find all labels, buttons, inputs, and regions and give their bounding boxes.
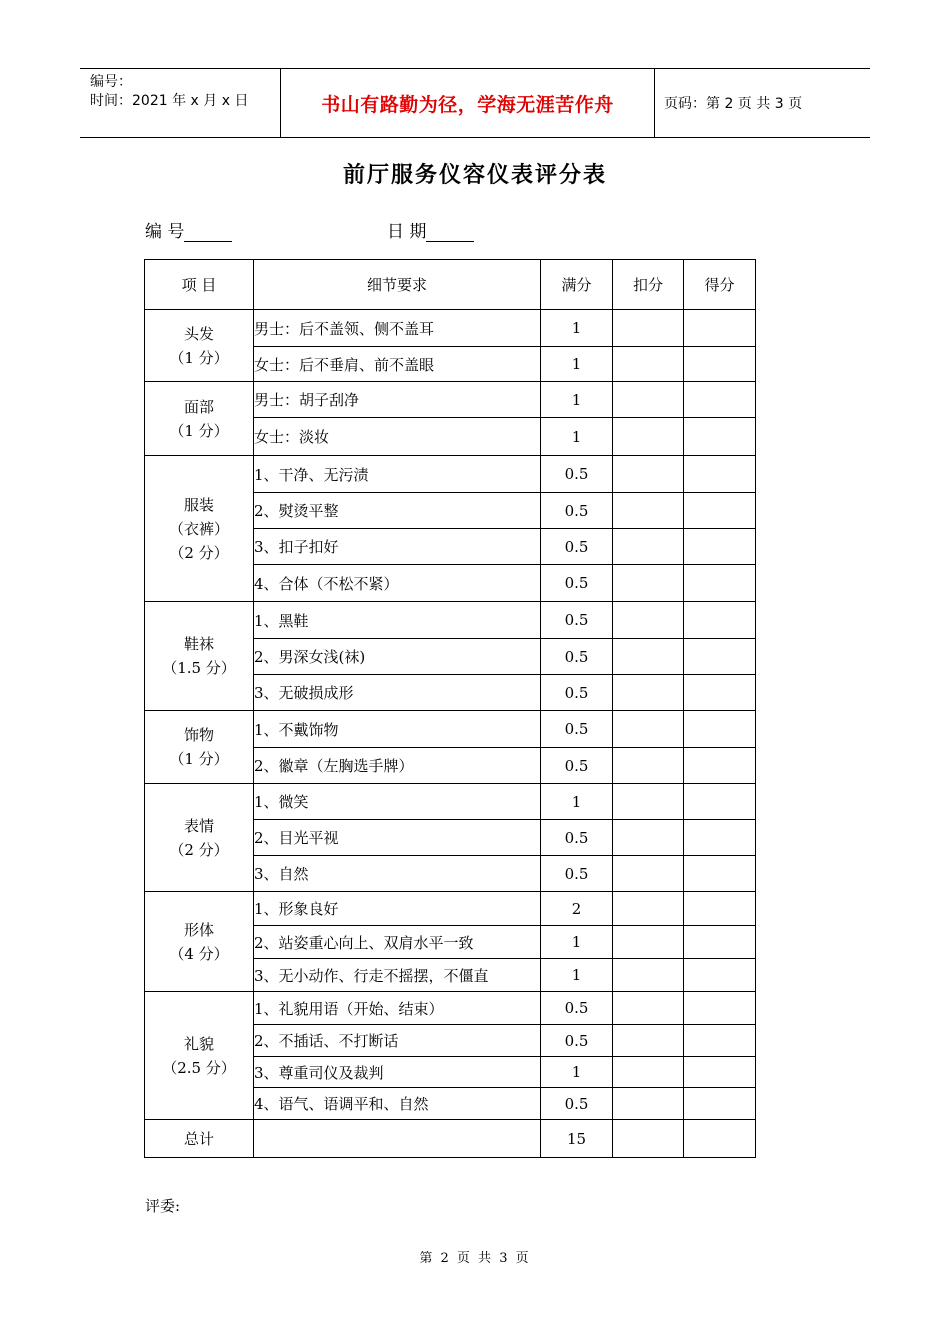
requirement-cell: 2、熨烫平整 — [254, 493, 541, 529]
full-score-cell: 2 — [541, 892, 613, 926]
deduction-cell[interactable] — [613, 856, 684, 892]
full-score-cell: 0.5 — [541, 1088, 613, 1120]
score-cell[interactable] — [684, 347, 756, 382]
score-cell[interactable] — [684, 992, 756, 1025]
category-name: 面部 — [183, 397, 214, 416]
deduction-cell[interactable] — [613, 347, 684, 382]
deduction-cell[interactable] — [613, 926, 684, 959]
deduction-cell[interactable] — [613, 1088, 684, 1120]
page-number: 第 2 页 共 3 页 — [419, 1251, 531, 1266]
deduction-cell[interactable] — [613, 748, 684, 784]
category-name: 头发 — [183, 324, 214, 343]
category-cell — [145, 784, 254, 892]
table-row — [145, 602, 756, 639]
deduction-cell[interactable] — [613, 959, 684, 992]
requirement-cell: 3、自然 — [254, 856, 541, 892]
requirement-cell: 男士：胡子刮净 — [254, 382, 541, 418]
score-cell[interactable] — [684, 493, 756, 529]
category-cell — [145, 992, 254, 1120]
total-deduction-cell[interactable] — [613, 1120, 684, 1158]
requirement-cell: 1、不戴饰物 — [254, 711, 541, 748]
total-label: 总计 — [145, 1120, 254, 1158]
header-requirement: 细节要求 — [254, 260, 541, 310]
deduction-cell[interactable] — [613, 892, 684, 926]
category-name: 鞋袜 — [183, 635, 214, 653]
full-score-cell: 0.5 — [541, 456, 613, 493]
deduction-cell[interactable] — [613, 711, 684, 748]
table-row — [145, 992, 756, 1025]
total-row — [145, 1120, 756, 1158]
deduction-cell[interactable] — [613, 602, 684, 639]
score-cell[interactable] — [684, 892, 756, 926]
full-score-cell: 0.5 — [541, 565, 613, 602]
number-label: 编 号 — [145, 222, 185, 242]
score-cell[interactable] — [684, 959, 756, 992]
deduction-cell[interactable] — [613, 310, 684, 347]
requirement-cell: 1、黑鞋 — [254, 602, 541, 639]
full-score-cell: 1 — [541, 1057, 613, 1088]
score-cell[interactable] — [684, 565, 756, 602]
full-score-cell: 0.5 — [541, 639, 613, 675]
category-subtitle: （衣裤） — [168, 519, 229, 538]
date-label: 日 期 — [387, 222, 427, 242]
header-deduction: 扣分 — [613, 260, 684, 310]
header-item: 项 目 — [145, 260, 254, 310]
requirement-cell: 2、目光平视 — [254, 820, 541, 856]
full-score-cell: 1 — [541, 418, 613, 456]
category-cell — [145, 310, 254, 382]
table-row — [145, 711, 756, 748]
requirement-cell: 3、扣子扣好 — [254, 529, 541, 565]
score-cell[interactable] — [684, 1025, 756, 1057]
score-cell[interactable] — [684, 602, 756, 639]
requirement-cell: 1、微笑 — [254, 784, 541, 820]
header-info — [80, 69, 281, 137]
score-cell[interactable] — [684, 418, 756, 456]
score-cell[interactable] — [684, 748, 756, 784]
judge-label: 评委: — [145, 1197, 181, 1215]
deduction-cell[interactable] — [613, 784, 684, 820]
score-cell[interactable] — [684, 675, 756, 711]
full-score-cell: 1 — [541, 784, 613, 820]
full-score-cell: 1 — [541, 959, 613, 992]
full-score-cell: 1 — [541, 926, 613, 959]
requirement-cell: 4、合体（不松不紧） — [254, 565, 541, 602]
requirement-cell: 3、无小动作、行走不摇摆，不僵直 — [254, 959, 541, 992]
score-cell[interactable] — [684, 382, 756, 418]
full-score-cell: 0.5 — [541, 493, 613, 529]
full-score-cell: 0.5 — [541, 1025, 613, 1057]
requirement-cell: 3、尊重司仪及裁判 — [254, 1057, 541, 1088]
category-subtitle: （2 分） — [169, 543, 229, 562]
score-cell[interactable] — [684, 1088, 756, 1120]
score-cell[interactable] — [684, 784, 756, 820]
score-cell[interactable] — [684, 856, 756, 892]
category-cell — [145, 382, 254, 456]
category-subtitle: （2.5 分） — [162, 1058, 236, 1077]
header-page-label: 页码：第 2 页 共 3 页 — [664, 96, 803, 112]
deduction-cell[interactable] — [613, 529, 684, 565]
full-score-cell: 0.5 — [541, 992, 613, 1025]
deduction-cell[interactable] — [613, 418, 684, 456]
requirement-cell: 1、形象良好 — [254, 892, 541, 926]
requirement-cell: 3、无破损成形 — [254, 675, 541, 711]
deduction-cell[interactable] — [613, 1025, 684, 1057]
score-cell[interactable] — [684, 711, 756, 748]
category-name: 礼貌 — [183, 1034, 214, 1053]
date-field — [387, 217, 474, 242]
score-cell[interactable] — [684, 926, 756, 959]
full-score-cell: 1 — [541, 310, 613, 347]
full-score-cell: 0.5 — [541, 602, 613, 639]
total-score: 15 — [541, 1120, 613, 1158]
requirement-cell: 女士：淡妆 — [254, 418, 541, 456]
score-cell[interactable] — [684, 310, 756, 347]
full-score-cell: 0.5 — [541, 748, 613, 784]
table-row — [145, 456, 756, 493]
table-row — [145, 382, 756, 418]
deduction-cell[interactable] — [613, 1057, 684, 1088]
requirement-cell: 2、不插话、不打断话 — [254, 1025, 541, 1057]
category-cell — [145, 892, 254, 992]
full-score-cell: 1 — [541, 382, 613, 418]
deduction-cell[interactable] — [613, 639, 684, 675]
category-cell — [145, 602, 254, 711]
category-cell — [145, 711, 254, 784]
full-score-cell: 0.5 — [541, 820, 613, 856]
deduction-cell[interactable] — [613, 992, 684, 1025]
category-name: 表情 — [183, 816, 214, 835]
requirement-cell: 男士：后不盖领、侧不盖耳 — [254, 310, 541, 347]
deduction-cell[interactable] — [613, 382, 684, 418]
requirement-cell: 2、站姿重心向上、双肩水平一致 — [254, 926, 541, 959]
score-cell[interactable] — [684, 820, 756, 856]
category-subtitle: （1 分） — [169, 421, 229, 440]
category-subtitle: （1 分） — [169, 348, 229, 367]
score-cell[interactable] — [684, 639, 756, 675]
requirement-cell: 女士：后不垂肩、前不盖眼 — [254, 347, 541, 382]
score-cell[interactable] — [684, 1057, 756, 1088]
full-score-cell: 0.5 — [541, 856, 613, 892]
number-blank — [184, 225, 232, 242]
header-motto: 书山有路勤为径，学海无涯苦作舟 — [281, 69, 655, 137]
full-score-cell: 0.5 — [541, 529, 613, 565]
full-score-cell: 0.5 — [541, 711, 613, 748]
category-name: 形体 — [183, 920, 214, 939]
category-name: 服装 — [183, 495, 214, 514]
number-field — [145, 217, 232, 242]
deduction-cell[interactable] — [613, 493, 684, 529]
requirement-cell: 1、干净、无污渍 — [254, 456, 541, 493]
score-cell[interactable] — [684, 456, 756, 493]
deduction-cell[interactable] — [613, 565, 684, 602]
table-row — [145, 784, 756, 820]
total-score-cell[interactable] — [684, 1120, 756, 1158]
requirement-cell: 4、语气、语调平和、自然 — [254, 1088, 541, 1120]
deduction-cell[interactable] — [613, 456, 684, 493]
deduction-cell[interactable] — [613, 675, 684, 711]
category-subtitle: （1 分） — [169, 750, 229, 768]
full-score-cell: 0.5 — [541, 675, 613, 711]
header-score: 得分 — [684, 260, 756, 310]
category-subtitle: （2 分） — [169, 840, 229, 859]
category-name: 饰物 — [183, 726, 214, 744]
table-row — [145, 892, 756, 926]
requirement-cell: 2、男深女浅(袜) — [254, 639, 541, 675]
header-full-score: 满分 — [541, 260, 613, 310]
requirement-cell: 2、徽章（左胸选手牌） — [254, 748, 541, 784]
scoring-table — [144, 259, 756, 1158]
header-time-label: 时间：2021 年 x 月 x 日 — [90, 93, 249, 109]
score-cell[interactable] — [684, 529, 756, 565]
category-subtitle: （1.5 分） — [162, 659, 236, 677]
total-requirement-cell — [254, 1120, 541, 1158]
document-title: 前厅服务仪容仪表评分表 — [342, 163, 607, 188]
requirement-cell: 1、礼貌用语（开始、结束） — [254, 992, 541, 1025]
table-row — [145, 310, 756, 347]
deduction-cell[interactable] — [613, 820, 684, 856]
category-subtitle: （4 分） — [169, 944, 229, 963]
table-header-row — [145, 260, 756, 310]
date-blank — [426, 225, 474, 242]
category-cell — [145, 456, 254, 602]
full-score-cell: 1 — [541, 347, 613, 382]
header-number-label: 编号： — [90, 74, 132, 90]
page-header — [80, 68, 870, 138]
